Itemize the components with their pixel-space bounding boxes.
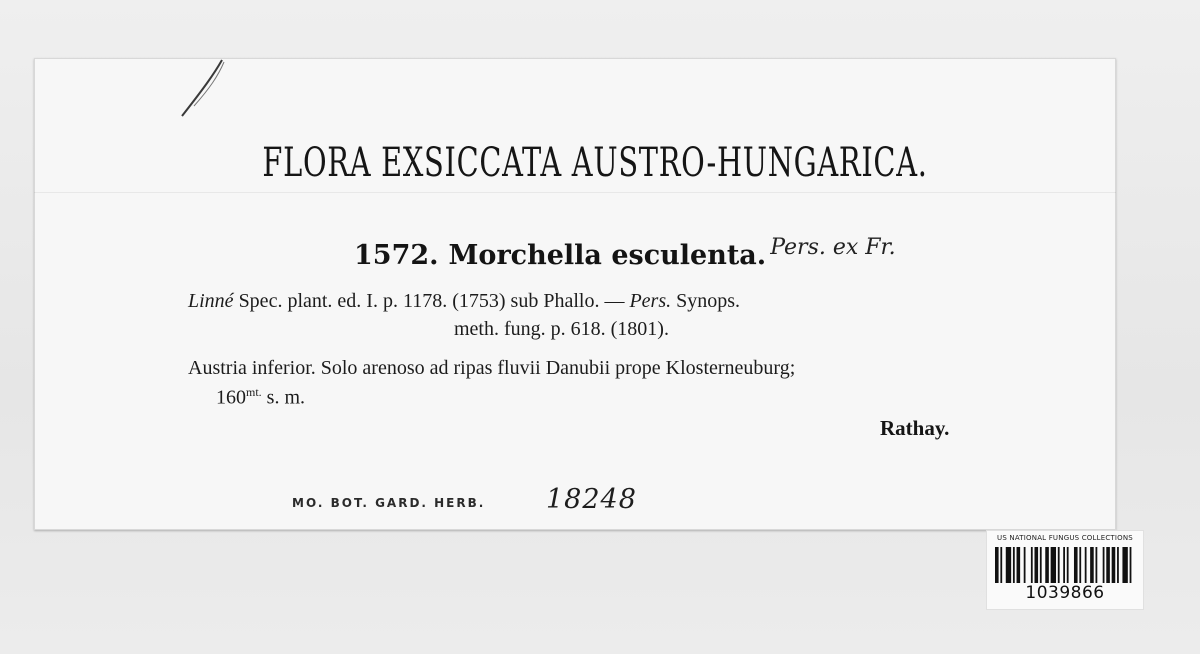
elevation-rest: s. m.: [261, 386, 306, 409]
species-number: 1572.: [354, 240, 439, 271]
elevation-value: 160: [216, 386, 246, 409]
barcode-icon: [995, 547, 1135, 583]
barcode-number: 1039866: [1025, 583, 1105, 603]
reference-author-pers: Pers.: [629, 290, 672, 312]
elevation-unit: mt.: [246, 385, 262, 399]
tear-mark-decoration: [174, 58, 254, 128]
locality-line-2: [216, 385, 305, 410]
collector-name: Rathay.: [880, 416, 950, 440]
reference-text-2: Synops.: [671, 290, 741, 312]
reference-author-linne: Linné: [188, 290, 234, 312]
species-name: Morchella esculenta.: [448, 240, 767, 271]
reference-line-2: meth. fung. p. 618. (1801).: [454, 318, 669, 340]
species-heading: [354, 235, 896, 271]
fold-line: [34, 192, 1116, 193]
reference-text-1: Spec. plant. ed. I. p. 1178. (1753) sub Phallo. —: [233, 290, 630, 312]
barcode-caption: US NATIONAL FUNGUS COLLECTIONS: [997, 534, 1133, 542]
locality-line-1: Austria inferior. Solo arenoso ad ripas fluvii Danubii prope Klosterneuburg;: [188, 357, 796, 379]
reference-line-1: [188, 290, 740, 313]
collection-title: FLORA EXSICCATA AUSTRO-HUNGARICA.: [262, 140, 928, 186]
handwritten-authority: Pers. ex Fr.: [770, 235, 896, 260]
herbarium-accession-number: 18248: [546, 484, 637, 515]
herbarium-stamp: MO. BOT. GARD. HERB.: [292, 496, 486, 510]
barcode-label: [986, 530, 1144, 610]
